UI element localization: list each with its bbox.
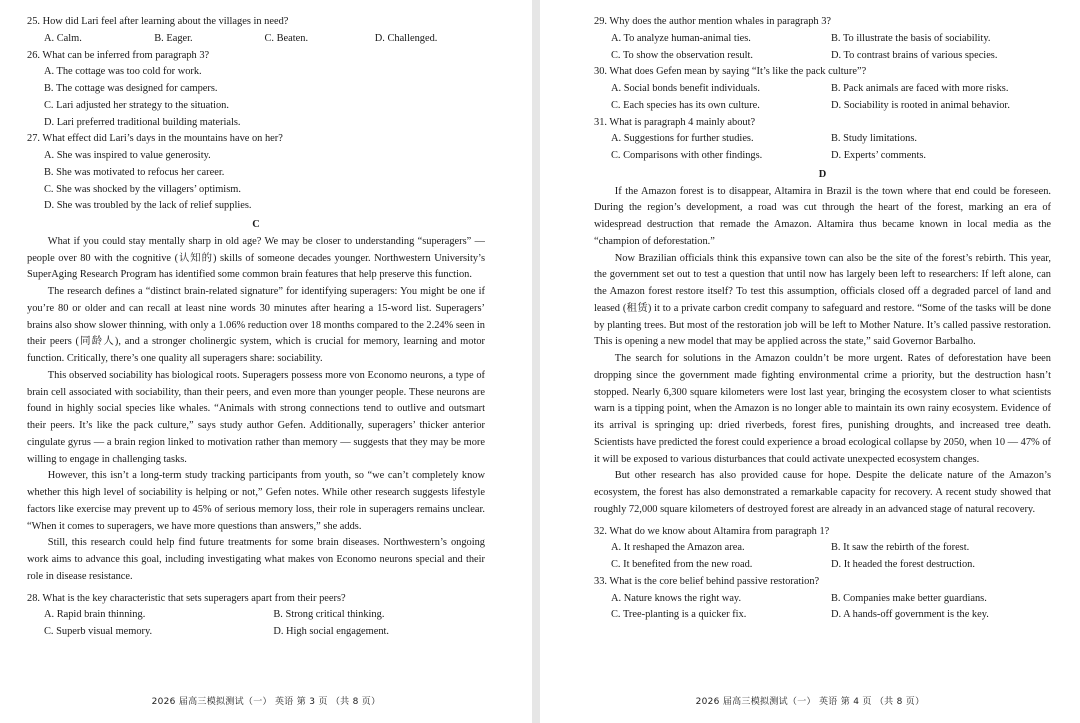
question-stem: 26. What can be inferred from paragraph 3?: [27, 49, 210, 61]
page-3: [0, 0, 532, 723]
option-d: D. Experts’ comments.: [831, 150, 927, 161]
option-b: B. She was motivated to refocus her career.: [44, 166, 225, 178]
option-a: A. The cottage was too cold for work.: [44, 66, 202, 78]
question-31: [594, 115, 1051, 165]
option-b: B. The cottage was designed for campers.: [44, 83, 218, 94]
option-a: A. Nature knows the right way.: [611, 592, 742, 604]
options: [27, 607, 485, 641]
option-b: B. To illustrate the basis of sociability.: [831, 32, 991, 44]
options: [27, 31, 485, 48]
option-d: D. She was troubled by the lack of relief supplies.: [44, 200, 252, 212]
option-a: A. It reshaped the Amazon area.: [611, 542, 745, 554]
passage-label: D: [818, 168, 827, 180]
question-33: [594, 574, 1051, 624]
options: [27, 148, 485, 215]
question-stem: 27. What effect did Lari’s days in the mountains have on her?: [27, 133, 283, 145]
paragraph: However, this isn’t a long-term study tracking participants from youth, so “we can’t completely know whether this high level of sociability is helping or not,” Gefen notes. While other research suggests lifestyle factors like exercise may prevent up to 45% of serious memory loss, their role in superagers remains unclear. “When it comes to superagers, we have more questions than answers,” she adds.: [27, 470, 485, 532]
option-a: A. She was inspired to value generosity.: [44, 150, 211, 161]
option-b: B. Pack animals are faced with more risks.: [831, 83, 1009, 94]
question-28: [27, 591, 485, 641]
option-c: C. To show the observation result.: [611, 49, 753, 61]
question-stem: 29. Why does the author mention whales in paragraph 3?: [594, 16, 831, 27]
option-b: B. It saw the rebirth of the forest.: [831, 542, 970, 554]
paragraph: The search for solutions in the Amazon couldn’t be more urgent. Rates of deforestation have been dropping since the government made fighting environmental crime a priority, but the destruction hasn’t stopped. Nearly 6,300 square kilometers were lost last year, bringing the ecosystem closer to what scientists warn is a tipping point, when the Amazon is no longer able to maintain its own rainy ecosystem. Evidence of its arrival is springing up: dried riverbeds, forest fires, punishing droughts, and increased tree death. Scientists have predicted the forest could experience a broad ecological collapse by 2050, when 10 — 47% of it will be exposed to various disturbances that could activate unexpected ecosystem changes.: [594, 353, 1051, 465]
page-footer: 2026 届高三模拟测试（一） 英语 第 3 页 （共 8 页）: [151, 697, 381, 707]
passage-label: C: [252, 219, 260, 230]
paragraph: Now Brazilian officials think this expansive town can also be the site of the forest’s rebirth. This year, the government set out to test a question that until now has largely been left to researchers: If left alone, can the Amazon forest restore itself? To test this assumption, officials closed off a degraded parcel of land and leased (租赁) it to a private carbon credit company to safeguard and restore. “Some of the tasks will be done by planting trees. But most of the restoration job will be left to Mother Nature. It’s called passive restoration. This is opening a new model that may be applied across the state,” said Governor Barbalho.: [594, 252, 1051, 348]
question-30: [594, 64, 1051, 114]
option-d: D. High social engagement.: [273, 626, 390, 637]
passage-c: [27, 217, 485, 586]
option-d: D. Challenged.: [374, 32, 438, 44]
question-29: [594, 14, 1051, 64]
option-c: C. She was shocked by the villagers’ optimism.: [44, 183, 241, 195]
options: [594, 31, 1051, 65]
option-d: D. A hands-off government is the key.: [831, 609, 989, 621]
options: [594, 591, 1051, 625]
option-b: B. Study limitations.: [831, 133, 918, 145]
option-c: C. It benefited from the new road.: [611, 559, 753, 570]
option-c: C. Tree-planting is a quicker fix.: [611, 609, 747, 621]
paragraph: What if you could stay mentally sharp in old age? We may be closer to understanding “superagers” — people over 80 with the cognitive (认知的) skills of someone decades younger. Northwestern University’s SuperAging Research Program has identified some common brain features that help preserve this function.: [27, 235, 485, 281]
option-d: D. To contrast brains of various species.: [831, 49, 998, 61]
option-d: D. Sociability is rooted in animal behavior.: [831, 99, 1010, 111]
option-c: C. Lari adjusted her strategy to the situation.: [44, 99, 229, 111]
question-stem: 25. How did Lari feel after learning about the villages in need?: [27, 16, 289, 27]
question-26: [27, 48, 485, 132]
question-stem: 30. What does Gefen mean by saying “It’s like the pack culture”?: [594, 66, 867, 78]
option-a: A. Rapid brain thinning.: [44, 609, 146, 621]
paragraph: But other research has also provided cause for hope. Despite the delicate nature of the Amazon’s ecosystem, the forest has also demonstrated a remarkable capacity for recovery. A recent study showed that roughly 72,000 square kilometers of destroyed forest are already in an advanced stage of natural recovery.: [594, 470, 1051, 515]
option-d: D. Lari preferred traditional building materials.: [44, 116, 241, 128]
options: [594, 540, 1051, 574]
option-c: C. Each species has its own culture.: [611, 99, 760, 111]
option-c: C. Superb visual memory.: [44, 626, 153, 637]
question-32: [594, 524, 1051, 574]
option-a: A. Calm.: [44, 32, 82, 44]
question-stem: 32. What do we know about Altamira from paragraph 1?: [594, 525, 830, 537]
paragraph: Still, this research could help find future treatments for some brain diseases. Northwestern’s ongoing work aims to advance this goal, including investigating what makes von Economo neurons special and their role in disease resistance.: [27, 537, 485, 582]
passage-d: [594, 167, 1051, 519]
option-a: A. To analyze human-animal ties.: [611, 32, 751, 44]
paragraph: This observed sociability has biological roots. Superagers possess more von Economo neurons, a type of brain cell associated with sociability, than their peers, and even more than younger people. These neurons are found in highly social species like whales. “Animals with strong connections tend to outlive and outsmart their peers. It’s like the pack culture,” says study author Gefen. Additionally, superagers’ thicker anterior cingulate gyrus — a brain region linked to motivation rather than memory — suggests that they may be more willing to engage in challenging tasks.: [27, 369, 485, 465]
page-3-content: [27, 14, 485, 683]
question-stem: 28. What is the key characteristic that sets superagers apart from their peers?: [27, 592, 346, 604]
question-stem: 31. What is paragraph 4 mainly about?: [594, 116, 756, 128]
option-b: B. Companies make better guardians.: [831, 592, 987, 604]
page-footer: 2026 届高三模拟测试（一） 英语 第 4 页 （共 8 页）: [695, 697, 925, 707]
option-b: B. Eager.: [154, 32, 193, 44]
page-4: [540, 0, 1080, 723]
question-27: [27, 131, 485, 215]
question-25: [27, 14, 485, 48]
options: [594, 131, 1051, 165]
paragraph: The research defines a “distinct brain-related signature” for identifying superagers: You might be one if you’re 80 or older and can recall at least nine words 30 minutes after hearing a 15-word list. Superagers’ brains also show slower thinning, with only a 1.06% reduction over 18 months compared to the 2.24% seen in their peers (同龄人), and a stronger cholinergic system, which is crucial for memory, learning and motor function. Critically, there’s one quality all superagers share: sociability.: [27, 286, 485, 364]
option-c: C. Beaten.: [264, 32, 309, 44]
option-d: D. It headed the forest destruction.: [831, 559, 975, 570]
page-4-content: [594, 14, 1051, 683]
option-a: A. Suggestions for further studies.: [611, 133, 754, 145]
paragraph: If the Amazon forest is to disappear, Altamira in Brazil is the town where that end could be foreseen. During the region’s development, a road was cut through the heart of the forest, marking an era of widespread destruction that remade the Amazon. Altamira thus became known in local media as the “champion of deforestation.”: [594, 185, 1051, 247]
options: [27, 64, 485, 131]
options: [594, 81, 1051, 115]
question-stem: 33. What is the core belief behind passive restoration?: [594, 575, 820, 587]
option-b: B. Strong critical thinking.: [273, 609, 385, 621]
option-c: C. Comparisons with other findings.: [611, 150, 763, 161]
option-a: A. Social bonds benefit individuals.: [611, 83, 760, 94]
